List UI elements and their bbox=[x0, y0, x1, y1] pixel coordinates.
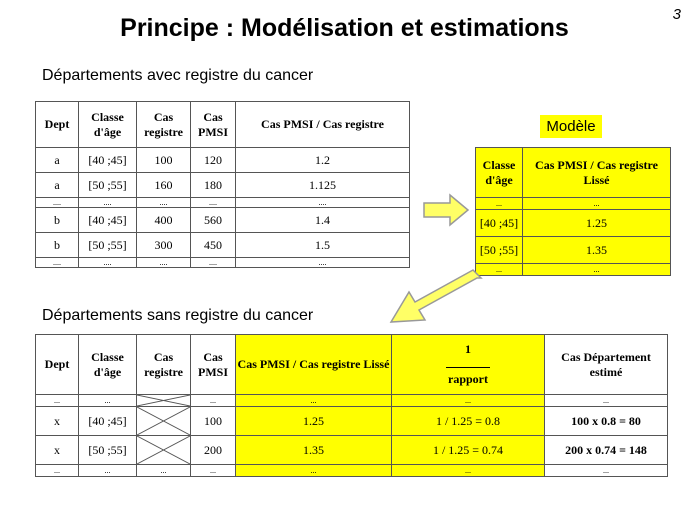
cell: 100 bbox=[137, 148, 191, 173]
cell: a bbox=[36, 173, 79, 198]
cell: b bbox=[36, 233, 79, 258]
header-age-class: Classe d'âge bbox=[79, 102, 137, 148]
header-registry-cases: Cas registre bbox=[137, 102, 191, 148]
header-pmsi-cases: Cas PMSI bbox=[191, 335, 236, 395]
header-inverse-ratio bbox=[392, 335, 545, 395]
cell: ... bbox=[36, 395, 79, 407]
cell: 1.5 bbox=[236, 233, 410, 258]
cell: 180 bbox=[191, 173, 236, 198]
cell: ... bbox=[476, 264, 523, 276]
cell: [40 ;45] bbox=[476, 210, 523, 237]
cell: 450 bbox=[191, 233, 236, 258]
header-estimated-cases: Cas Département estimé bbox=[545, 335, 668, 395]
cell: 300 bbox=[137, 233, 191, 258]
cell: 200 bbox=[191, 436, 236, 465]
table-row bbox=[36, 407, 668, 436]
cross-icon bbox=[137, 436, 190, 464]
cell: ... bbox=[236, 395, 392, 407]
cell: 1 / 1.25 = 0.74 bbox=[392, 436, 545, 465]
estimation-table bbox=[35, 334, 668, 477]
table-row bbox=[476, 210, 671, 237]
table-row bbox=[36, 148, 410, 173]
header-smoothed-ratio: Cas PMSI / Cas registre Lissé bbox=[236, 335, 392, 395]
table-row bbox=[36, 233, 410, 258]
table-row bbox=[476, 264, 671, 276]
fraction-denominator: rapport bbox=[448, 372, 488, 386]
cell: .... bbox=[79, 198, 137, 208]
cell: ... bbox=[79, 465, 137, 477]
cell: .... bbox=[137, 198, 191, 208]
cell: x bbox=[36, 436, 79, 465]
cell: x bbox=[36, 407, 79, 436]
cell: ... bbox=[191, 465, 236, 477]
cell: [50 ;55] bbox=[79, 436, 137, 465]
cell: [50 ;55] bbox=[79, 173, 137, 198]
crossed-cell bbox=[137, 436, 191, 465]
cell: .... bbox=[191, 198, 236, 208]
cell: .... bbox=[137, 258, 191, 268]
header-age-class: Classe d'âge bbox=[476, 148, 523, 198]
cell: .... bbox=[36, 258, 79, 268]
table-row bbox=[36, 395, 668, 407]
cell: .... bbox=[191, 258, 236, 268]
cell: ... bbox=[137, 465, 191, 477]
down-left-arrow-icon bbox=[385, 268, 485, 326]
cell: 100 x 0.8 = 80 bbox=[545, 407, 668, 436]
model-table bbox=[475, 147, 671, 276]
cell: 1.2 bbox=[236, 148, 410, 173]
cell: 200 x 0.74 = 148 bbox=[545, 436, 668, 465]
registry-table bbox=[35, 101, 410, 268]
cross-icon bbox=[137, 407, 190, 435]
section2-heading: Départements sans registre du cancer bbox=[42, 307, 314, 324]
cell: ... bbox=[392, 465, 545, 477]
cell: 1 / 1.25 = 0.8 bbox=[392, 407, 545, 436]
cell: .... bbox=[236, 258, 410, 268]
cell: 1.125 bbox=[236, 173, 410, 198]
cell: ... bbox=[392, 395, 545, 407]
fraction-numerator: 1 bbox=[465, 342, 471, 356]
cell: a bbox=[36, 148, 79, 173]
cell: [50 ;55] bbox=[476, 237, 523, 264]
section1-heading: Départements avec registre du cancer bbox=[42, 67, 314, 84]
right-arrow-icon bbox=[422, 193, 470, 227]
table-row bbox=[36, 436, 668, 465]
header-age-class: Classe d'âge bbox=[79, 335, 137, 395]
header-dept: Dept bbox=[36, 102, 79, 148]
page-title: Principe : Modélisation et estimations bbox=[120, 14, 569, 42]
header-registry-cases: Cas registre bbox=[137, 335, 191, 395]
cell: 400 bbox=[137, 208, 191, 233]
cell: 1.35 bbox=[523, 237, 671, 264]
table-row bbox=[476, 237, 671, 264]
cell: 100 bbox=[191, 407, 236, 436]
cell: b bbox=[36, 208, 79, 233]
slide-number: 3 bbox=[672, 6, 681, 23]
table-row bbox=[36, 173, 410, 198]
header-pmsi-cases: Cas PMSI bbox=[191, 102, 236, 148]
cell: [40 ;45] bbox=[79, 208, 137, 233]
cell: 1.25 bbox=[523, 210, 671, 237]
cell: 1.25 bbox=[236, 407, 392, 436]
cell: ... bbox=[191, 395, 236, 407]
cell: ... bbox=[36, 465, 79, 477]
cell: ... bbox=[523, 264, 671, 276]
cell: 120 bbox=[191, 148, 236, 173]
cross-icon bbox=[137, 395, 190, 406]
cell: [40 ;45] bbox=[79, 407, 137, 436]
cell: ... bbox=[79, 395, 137, 407]
cell: ... bbox=[523, 198, 671, 210]
cell: [40 ;45] bbox=[79, 148, 137, 173]
cell: 160 bbox=[137, 173, 191, 198]
cell: ... bbox=[545, 465, 668, 477]
crossed-cell bbox=[137, 407, 191, 436]
cell: [50 ;55] bbox=[79, 233, 137, 258]
cell: 560 bbox=[191, 208, 236, 233]
cell: .... bbox=[36, 198, 79, 208]
header-smoothed-ratio: Cas PMSI / Cas registre Lissé bbox=[523, 148, 671, 198]
cell: 1.4 bbox=[236, 208, 410, 233]
cell: ... bbox=[236, 465, 392, 477]
crossed-cell bbox=[137, 395, 191, 407]
table-row bbox=[36, 465, 668, 477]
table-row bbox=[36, 198, 410, 208]
header-ratio: Cas PMSI / Cas registre bbox=[236, 102, 410, 148]
table-row bbox=[36, 258, 410, 268]
cell: ... bbox=[476, 198, 523, 210]
cell: .... bbox=[236, 198, 410, 208]
header-dept: Dept bbox=[36, 335, 79, 395]
cell: ... bbox=[545, 395, 668, 407]
table-row bbox=[476, 198, 671, 210]
cell: 1.35 bbox=[236, 436, 392, 465]
fraction-bar bbox=[446, 367, 490, 368]
cell: .... bbox=[79, 258, 137, 268]
model-label: Modèle bbox=[540, 115, 602, 138]
table-row bbox=[36, 208, 410, 233]
